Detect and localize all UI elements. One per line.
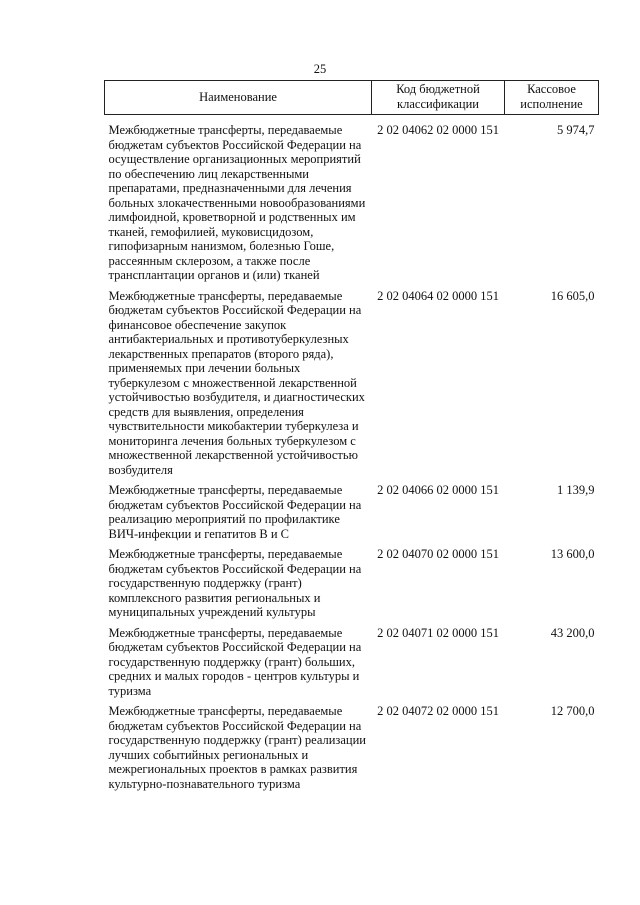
row-amount: 1 139,9	[557, 483, 595, 497]
row-name: Межбюджетные трансферты, передаваемые бюджетам субъектов Российской Федерации на осуществление организационных мероприятий по обеспечению лиц лекарственными препаратами, предназначенными для лечения больных злокачественными новообразованиями лимфоидной, кроветворной и родственных им тканей, гемофилией, муковисцидозом, гипофизарным нанизмом, болезнью Гоше, рассеянным склерозом, а также после трансплантации органов и (или) тканей	[108, 123, 366, 282]
header-amount: Кассовое исполнение	[505, 81, 599, 115]
header-name: Наименование	[105, 81, 372, 115]
row-name: Межбюджетные трансферты, передаваемые бюджетам субъектов Российской Федерации на реализацию мероприятий по профилактике ВИЧ-инфекции и гепатитов В и С	[108, 483, 362, 541]
table-row	[105, 626, 599, 705]
row-amount: 43 200,0	[550, 625, 595, 640]
table-header-row	[105, 81, 599, 115]
page-number: 25	[313, 62, 327, 76]
table-row	[105, 115, 599, 289]
row-amount: 12 700,0	[550, 704, 595, 718]
row-code: 2 02 04064 02 0000 151	[377, 288, 499, 303]
row-code: 2 02 04072 02 0000 151	[377, 704, 499, 718]
table-row	[105, 704, 599, 797]
header-code: Код бюджетной классификации	[372, 81, 505, 115]
row-name: Межбюджетные трансферты, передаваемые бюджетам субъектов Российской Федерации на государственную поддержку (грант) комплексного развития региональных и муниципальных учреждений культуры	[108, 547, 362, 619]
row-name: Межбюджетные трансферты, передаваемые бюджетам субъектов Российской Федерации на государственную поддержку (грант) реализации лучших событийных региональных и межрегиональных проектов в рамках развития культурно-познавательного туризма	[108, 704, 366, 791]
row-name: Межбюджетные трансферты, передаваемые бюджетам субъектов Российской Федерации на финансовое обеспечение закупок антибактериальных и противотуберкулезных лекарственных препаратов (второго ряда), применяемых при лечении больных туберкулезом с множественной лекарственной устойчивостью возбудителя, и диагностических средств для выявления, определения чувствительности микобактерии туберкулеза и мониторинга лечения больных туберкулезом с множественной лекарственной устойчивостью возбудителя	[108, 288, 365, 477]
row-name: Межбюджетные трансферты, передаваемые бюджетам субъектов Российской Федерации на государственную поддержку (грант) больших, средних и малых городов - центров культуры и туризма	[108, 625, 362, 698]
row-amount: 5 974,7	[557, 123, 595, 137]
table-row	[105, 547, 599, 626]
table-row	[105, 289, 599, 484]
table-row	[105, 483, 599, 547]
row-code: 2 02 04071 02 0000 151	[377, 625, 499, 640]
row-code: 2 02 04066 02 0000 151	[377, 483, 499, 497]
row-amount: 13 600,0	[550, 547, 595, 561]
row-code: 2 02 04070 02 0000 151	[377, 547, 499, 561]
row-amount: 16 605,0	[550, 288, 595, 303]
row-code: 2 02 04062 02 0000 151	[377, 123, 499, 137]
budget-execution-table	[104, 80, 599, 797]
